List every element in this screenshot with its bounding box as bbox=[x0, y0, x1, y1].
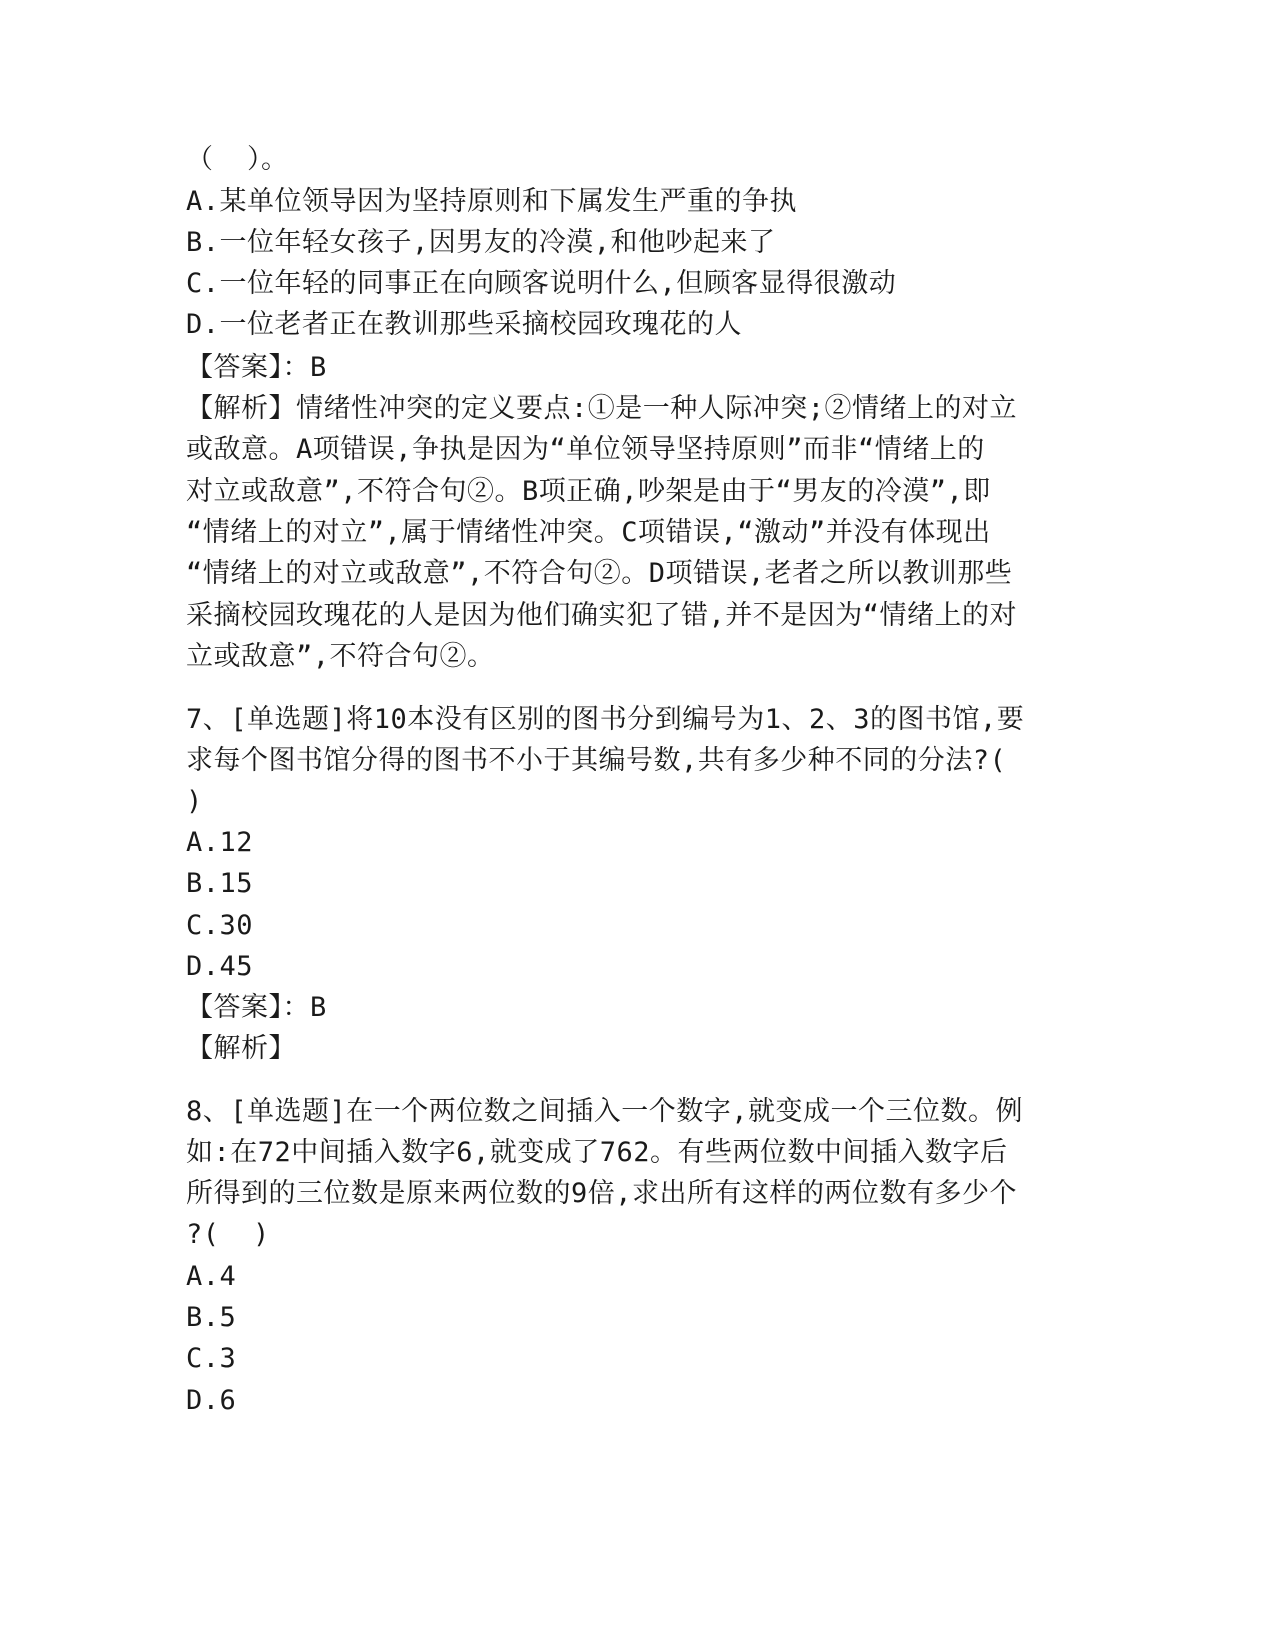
q8-stem-line: 所得到的三位数是原来两位数的9倍,求出所有这样的两位数有多少个 bbox=[186, 1178, 1018, 1209]
q8-option-b: B.5 bbox=[186, 1302, 237, 1333]
q7-stem-line: 7、[单选题]将10本没有区别的图书分到编号为1、2、3的图书馆,要 bbox=[186, 704, 1025, 735]
q7-answer: 【答案】：B bbox=[186, 992, 327, 1023]
q6-analysis-line: 对立或敌意”,不符合句②。B项正确,吵架是由于“男友的冷漠”,即 bbox=[186, 476, 991, 507]
q6-analysis-line: “情绪上的对立或敌意”,不符合句②。D项错误,老者之所以教训那些 bbox=[186, 558, 1013, 589]
q7-analysis: 【解析】 bbox=[186, 1033, 296, 1064]
q7-option-a: A.12 bbox=[186, 827, 254, 858]
q6-option-d: D.一位老者正在教训那些采摘校园玫瑰花的人 bbox=[186, 309, 743, 340]
q6-answer: 【答案】：B bbox=[186, 352, 327, 383]
q8-option-d: D.6 bbox=[186, 1385, 237, 1416]
q6-analysis-line: “情绪上的对立”,属于情绪性冲突。C项错误,“激动”并没有体现出 bbox=[186, 517, 991, 548]
q6-analysis-line: 或敌意。A项错误,争执是因为“单位领导坚持原则”而非“情绪上的 bbox=[186, 434, 985, 465]
q8-stem-line: 8、[单选题]在一个两位数之间插入一个数字,就变成一个三位数。例 bbox=[186, 1096, 1024, 1127]
q7-option-b: B.15 bbox=[186, 868, 254, 899]
q8-option-c: C.3 bbox=[186, 1343, 237, 1374]
q7-stem-line: 求每个图书馆分得的图书不小于其编号数,共有多少种不同的分法?( bbox=[186, 745, 1007, 776]
q6-analysis-line: 立或敌意”,不符合句②。 bbox=[186, 641, 495, 672]
q7-option-c: C.30 bbox=[186, 910, 254, 941]
q8-stem-line: ?( ) bbox=[186, 1219, 270, 1250]
q6-option-c: C.一位年轻的同事正在向顾客说明什么,但顾客显得很激动 bbox=[186, 268, 897, 299]
q7-option-d: D.45 bbox=[186, 951, 254, 982]
q6-analysis-line: 【解析】情绪性冲突的定义要点:①是一种人际冲突;②情绪上的对立 bbox=[186, 393, 1018, 424]
q6-stem-tail: （ ）。 bbox=[186, 144, 289, 175]
q6-option-b: B.一位年轻女孩子,因男友的冷漠,和他吵起来了 bbox=[186, 227, 776, 258]
q6-analysis-line: 采摘校园玫瑰花的人是因为他们确实犯了错,并不是因为“情绪上的对 bbox=[186, 600, 1018, 631]
q7-stem-line: ) bbox=[186, 786, 203, 817]
q6-option-a: A.某单位领导因为坚持原则和下属发生严重的争执 bbox=[186, 186, 798, 217]
q8-option-a: A.4 bbox=[186, 1261, 237, 1292]
q8-stem-line: 如:在72中间插入数字6,就变成了762。有些两位数中间插入数字后 bbox=[186, 1137, 1008, 1168]
